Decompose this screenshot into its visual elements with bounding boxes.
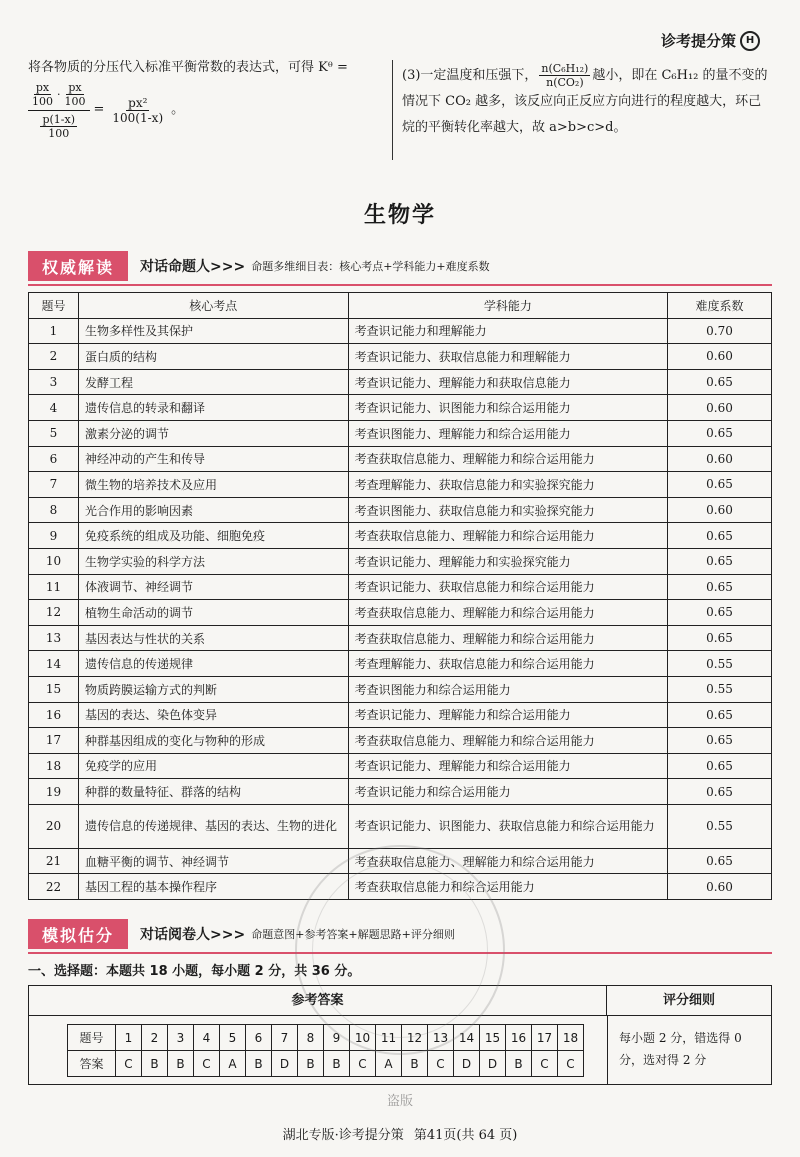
banner-sub: 命题意图+参考答案+解题思路+评分细则 — [251, 928, 455, 941]
cell-ability: 考查理解能力、获取信息能力和实验探究能力 — [348, 472, 668, 498]
col-header-topic: 核心考点 — [78, 293, 348, 319]
cell-number: 18 — [29, 753, 79, 779]
table-row — [29, 874, 772, 900]
cell-topic: 基因工程的基本操作程序 — [78, 874, 348, 900]
cell-ability: 考查识记能力和理解能力 — [348, 318, 668, 344]
col-header-difficulty: 难度系数 — [668, 293, 772, 319]
cell-ability: 考查识图能力和综合运用能力 — [348, 676, 668, 702]
answer-value-cell: C — [428, 1051, 454, 1077]
table-row — [29, 651, 772, 677]
answer-number-cell: 17 — [532, 1025, 558, 1051]
cell-topic: 遗传信息的传递规律 — [78, 651, 348, 677]
cell-topic: 免疫系统的组成及功能、细胞免疫 — [78, 523, 348, 549]
cell-difficulty: 0.65 — [668, 625, 772, 651]
table-row — [29, 395, 772, 421]
cell-topic: 发酵工程 — [78, 369, 348, 395]
cell-number: 17 — [29, 728, 79, 754]
column-divider — [392, 60, 393, 160]
table-row — [29, 728, 772, 754]
col-header-number: 题号 — [29, 293, 79, 319]
answer-number-cell: 14 — [454, 1025, 480, 1051]
cell-topic: 生物学实验的科学方法 — [78, 548, 348, 574]
cell-difficulty: 0.65 — [668, 369, 772, 395]
cell-difficulty: 0.65 — [668, 472, 772, 498]
table-row — [29, 804, 772, 848]
cell-difficulty: 0.65 — [668, 420, 772, 446]
cell-ability: 考查识记能力、识图能力、获取信息能力和综合运用能力 — [348, 804, 668, 848]
answer-value-cell: B — [142, 1051, 168, 1077]
cell-ability: 考查获取信息能力、理解能力和综合运用能力 — [348, 446, 668, 472]
answer-value-cell: D — [454, 1051, 480, 1077]
cell-ability: 考查获取信息能力、理解能力和综合运用能力 — [348, 625, 668, 651]
answer-value-cell: B — [402, 1051, 428, 1077]
table-row — [29, 497, 772, 523]
cell-topic: 遗传信息的转录和翻译 — [78, 395, 348, 421]
answer-value-cell: B — [324, 1051, 350, 1077]
banner-main: 对话命题人>>> — [140, 259, 246, 275]
cell-number: 15 — [29, 676, 79, 702]
cell-topic: 微生物的培养技术及应用 — [78, 472, 348, 498]
row-label-answer: 答案 — [68, 1051, 116, 1077]
answer-value-cell: C — [532, 1051, 558, 1077]
cell-ability: 考查识记能力、获取信息能力和综合运用能力 — [348, 574, 668, 600]
cell-ability: 考查识记能力、理解能力和综合运用能力 — [348, 753, 668, 779]
answer-number-cell: 9 — [324, 1025, 350, 1051]
answer-value-cell: C — [116, 1051, 142, 1077]
answer-number-cell: 2 — [142, 1025, 168, 1051]
section-intro: 一、选择题：本题共 18 小题，每小题 2 分，共 36 分。 — [28, 964, 361, 979]
footer-edition: 湖北专版·诊考提分策 — [282, 1128, 404, 1143]
answer-box — [28, 985, 772, 1085]
cell-number: 6 — [29, 446, 79, 472]
row-label-number: 题号 — [68, 1025, 116, 1051]
banner-tag: 模拟估分 — [28, 919, 128, 949]
banner-authority — [28, 250, 772, 282]
table-row — [29, 344, 772, 370]
cell-ability: 考查获取信息能力、理解能力和综合运用能力 — [348, 728, 668, 754]
table-row — [29, 446, 772, 472]
cell-difficulty: 0.65 — [668, 848, 772, 874]
cell-number: 21 — [29, 848, 79, 874]
answer-value-cell: B — [506, 1051, 532, 1077]
cell-number: 12 — [29, 600, 79, 626]
answer-value-cell: A — [376, 1051, 402, 1077]
cell-ability: 考查获取信息能力和综合运用能力 — [348, 874, 668, 900]
scoring-heading: 评分细则 — [607, 986, 771, 1016]
answer-value-cell: C — [194, 1051, 220, 1077]
scoring-rules: 每小题 2 分，错选得 0 分，选对得 2 分 — [619, 1031, 742, 1067]
answer-number-cell: 6 — [246, 1025, 272, 1051]
table-row — [29, 318, 772, 344]
table-row — [29, 369, 772, 395]
cell-ability: 考查识图能力、理解能力和综合运用能力 — [348, 420, 668, 446]
cell-ability: 考查识记能力、识图能力和综合运用能力 — [348, 395, 668, 421]
cell-number: 16 — [29, 702, 79, 728]
cell-difficulty: 0.60 — [668, 344, 772, 370]
cell-difficulty: 0.65 — [668, 523, 772, 549]
cell-topic: 物质跨膜运输方式的判断 — [78, 676, 348, 702]
cell-number: 8 — [29, 497, 79, 523]
chem-right-column: (3)一定温度和压强下， $\frac{\text{n(C₆H₁₂)}}{\text{n(CO₂)}}$ 越小，即在 C₆H₁₂ 的量不变的情况下 CO₂ 越多，该反应向正反应方向进行的程度越大，环己烷的平衡转化率越大，故 a>b>c>d。 — [402, 62, 768, 135]
cell-number: 2 — [29, 344, 79, 370]
cell-difficulty: 0.60 — [668, 395, 772, 421]
chem-left-column — [28, 58, 388, 141]
answer-number-cell: 11 — [376, 1025, 402, 1051]
banner-tag: 权威解读 — [28, 251, 128, 281]
cell-ability: 考查识记能力、获取信息能力和理解能力 — [348, 344, 668, 370]
cell-difficulty: 0.65 — [668, 702, 772, 728]
specification-table — [28, 292, 772, 900]
ratio-fraction: $\frac{\text{n(C₆H₁₂)}}{\text{n(CO₂)}}$ — [541, 62, 589, 90]
answer-value-cell: B — [298, 1051, 324, 1077]
table-row — [29, 702, 772, 728]
cell-difficulty: 0.65 — [668, 574, 772, 600]
rhs-fraction: $\frac{\text{px²}}{100(1-x)}$ — [112, 95, 164, 126]
table-row — [29, 472, 772, 498]
cell-number: 13 — [29, 625, 79, 651]
cell-number: 22 — [29, 874, 79, 900]
cell-topic: 体液调节、神经调节 — [78, 574, 348, 600]
answer-number-cell: 8 — [298, 1025, 324, 1051]
table-row — [29, 420, 772, 446]
cell-number: 1 — [29, 318, 79, 344]
cell-difficulty: 0.55 — [668, 804, 772, 848]
cell-topic: 种群的数量特征、群落的结构 — [78, 779, 348, 805]
cell-topic: 神经冲动的产生和传导 — [78, 446, 348, 472]
table-row — [29, 548, 772, 574]
answer-value-cell: B — [168, 1051, 194, 1077]
cell-difficulty: 0.60 — [668, 446, 772, 472]
cell-difficulty: 0.65 — [668, 548, 772, 574]
kp-fraction: $\frac{px}{100}$ · $\frac{px}{100}$ $\frac{p(1-x)}{100}$ — [28, 81, 90, 141]
answer-value-cell: D — [480, 1051, 506, 1077]
answer-number-cell: 16 — [506, 1025, 532, 1051]
cell-topic: 种群基因组成的变化与物种的形成 — [78, 728, 348, 754]
cell-number: 5 — [29, 420, 79, 446]
answer-value-row — [68, 1051, 584, 1077]
answer-value-cell: C — [558, 1051, 584, 1077]
answer-number-row — [68, 1025, 584, 1051]
table-row — [29, 779, 772, 805]
answer-number-cell: 5 — [220, 1025, 246, 1051]
cell-number: 7 — [29, 472, 79, 498]
answer-value-cell: A — [220, 1051, 246, 1077]
banner-underline — [28, 284, 772, 286]
cell-ability: 考查识记能力、理解能力和综合运用能力 — [348, 702, 668, 728]
cell-ability: 考查识图能力、获取信息能力和实验探究能力 — [348, 497, 668, 523]
brand-logo-icon: H — [740, 31, 760, 51]
cell-difficulty: 0.70 — [668, 318, 772, 344]
cell-difficulty: 0.60 — [668, 497, 772, 523]
cell-number: 10 — [29, 548, 79, 574]
cell-number: 20 — [29, 804, 79, 848]
brand-name: 诊考提分策 — [660, 32, 736, 50]
brand-header — [661, 30, 760, 51]
cell-ability: 考查获取信息能力、理解能力和综合运用能力 — [348, 848, 668, 874]
cell-difficulty: 0.60 — [668, 874, 772, 900]
cell-topic: 基因的表达、染色体变异 — [78, 702, 348, 728]
answer-value-cell: C — [350, 1051, 376, 1077]
cell-topic: 蛋白质的结构 — [78, 344, 348, 370]
cell-topic: 免疫学的应用 — [78, 753, 348, 779]
answer-table — [67, 1024, 584, 1077]
table-row — [29, 574, 772, 600]
answer-number-cell: 3 — [168, 1025, 194, 1051]
banner-main: 对话阅卷人>>> — [140, 927, 246, 943]
cell-topic: 血糖平衡的调节、神经调节 — [78, 848, 348, 874]
equilibrium-formula: $\frac{px}{100}$ · $\frac{px}{100}$ $\frac{p(1-x)}{100}$ = $\frac{\text{px²}}{100(1-x)}$ 。 — [28, 81, 388, 141]
banner-underline — [28, 952, 772, 954]
answer-value-cell: D — [272, 1051, 298, 1077]
table-row — [29, 523, 772, 549]
answer-number-cell: 1 — [116, 1025, 142, 1051]
answer-heading: 参考答案 — [29, 986, 607, 1016]
cell-difficulty: 0.55 — [668, 651, 772, 677]
table-header-row — [29, 293, 772, 319]
cell-number: 4 — [29, 395, 79, 421]
cell-number: 14 — [29, 651, 79, 677]
banner-simulation — [28, 918, 772, 950]
banner-sub: 命题多维细目表：核心考点+学科能力+难度系数 — [251, 260, 490, 273]
cell-topic: 激素分泌的调节 — [78, 420, 348, 446]
cell-topic: 生物多样性及其保护 — [78, 318, 348, 344]
cell-number: 9 — [29, 523, 79, 549]
answer-number-cell: 10 — [350, 1025, 376, 1051]
cell-difficulty: 0.65 — [668, 728, 772, 754]
cell-ability: 考查获取信息能力、理解能力和综合运用能力 — [348, 600, 668, 626]
table-row — [29, 600, 772, 626]
table-row — [29, 753, 772, 779]
answer-number-cell: 12 — [402, 1025, 428, 1051]
cell-topic: 光合作用的影响因素 — [78, 497, 348, 523]
answer-number-cell: 4 — [194, 1025, 220, 1051]
cell-number: 19 — [29, 779, 79, 805]
cell-number: 11 — [29, 574, 79, 600]
table-row — [29, 848, 772, 874]
footer-page-number: 第41页(共 64 页) — [413, 1128, 518, 1143]
answer-number-cell: 18 — [558, 1025, 584, 1051]
answer-value-cell: B — [246, 1051, 272, 1077]
table-row — [29, 625, 772, 651]
page-footer — [0, 1124, 800, 1143]
cell-topic: 遗传信息的传递规律、基因的表达、生物的进化 — [78, 804, 348, 848]
watermark-text: 盗版 — [386, 1094, 413, 1109]
cell-difficulty: 0.65 — [668, 779, 772, 805]
answer-number-cell: 13 — [428, 1025, 454, 1051]
col-header-ability: 学科能力 — [348, 293, 668, 319]
cell-ability: 考查识记能力、理解能力和获取信息能力 — [348, 369, 668, 395]
answer-number-cell: 15 — [480, 1025, 506, 1051]
answer-divider — [607, 1016, 608, 1084]
cell-ability: 考查理解能力、获取信息能力和综合运用能力 — [348, 651, 668, 677]
cell-number: 3 — [29, 369, 79, 395]
cell-difficulty: 0.65 — [668, 600, 772, 626]
cell-difficulty: 0.55 — [668, 676, 772, 702]
table-row — [29, 676, 772, 702]
cell-topic: 植物生命活动的调节 — [78, 600, 348, 626]
cell-topic: 基因表达与性状的关系 — [78, 625, 348, 651]
cell-ability: 考查识记能力、理解能力和实验探究能力 — [348, 548, 668, 574]
cell-ability: 考查识记能力和综合运用能力 — [348, 779, 668, 805]
cell-ability: 考查获取信息能力、理解能力和综合运用能力 — [348, 523, 668, 549]
answer-number-cell: 7 — [272, 1025, 298, 1051]
cell-difficulty: 0.65 — [668, 753, 772, 779]
chem-left-intro: 将各物质的分压代入标准平衡常数的表达式，可得 Kᶿ = — [28, 60, 348, 75]
section-title: 生物学 — [363, 203, 436, 228]
